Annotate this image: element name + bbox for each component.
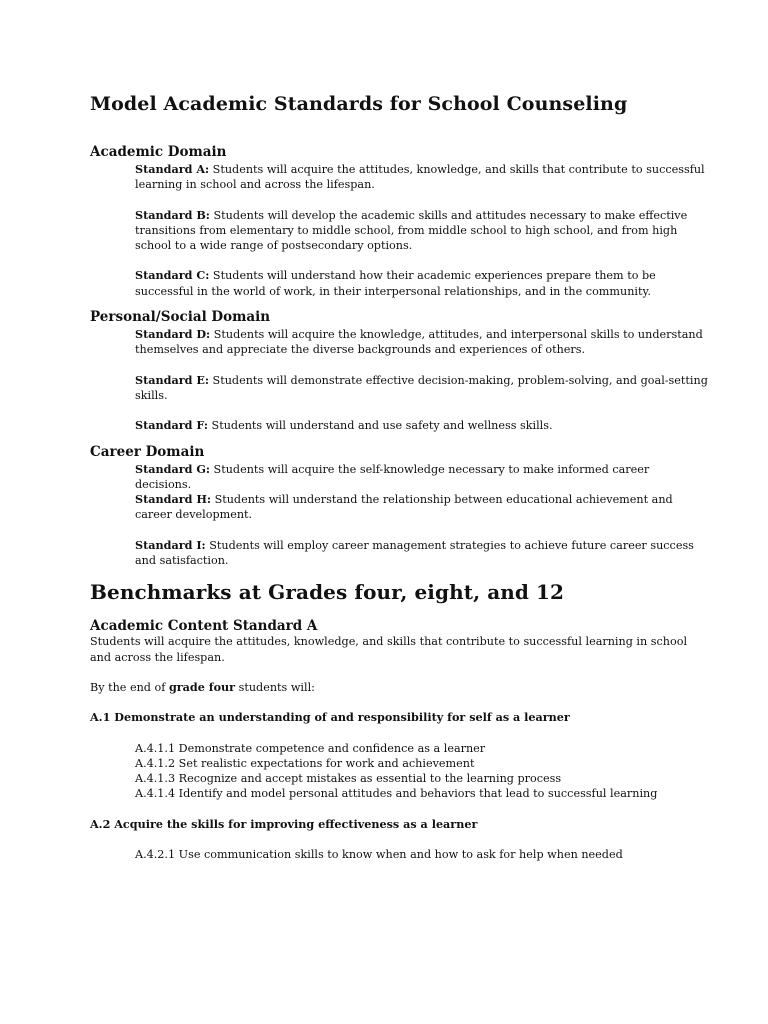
standard-label: Standard C: [135,268,210,283]
standard-b [135,208,708,254]
standard-text: Students will employ career management strategies to achieve future career success and satisfaction. [135,538,694,568]
standard-text: Students will acquire the self-knowledge necessary to make informed career decisions. [135,462,650,491]
benchmarks-title: Benchmarks at Grades four, eight, and 12 [90,580,565,605]
standard-label: Standard D: [135,327,211,342]
standard-c [135,268,708,299]
domain-heading-career: Career Domain [90,443,205,460]
list-item: A.4.2.1 Use communication skills to know when and how to ask for help when needed [135,848,623,862]
standard-text: Students will acquire the attitudes, knowledge, and skills that contribute to successful learning in school and across the lifespan. [135,163,705,192]
standard-label: Standard G: [135,461,210,476]
page-title: Model Academic Standards for School Counseling [90,93,628,115]
list-item: A.4.1.1 Demonstrate competence and confidence as a learner [135,741,486,755]
standard-h [135,492,708,523]
domain-heading-personal-social: Personal/Social Domain [90,309,271,326]
grade-intro [90,680,708,695]
standard-e [135,373,708,404]
list-item: A.4.1.3 Recognize and accept mistakes as essential to the learning process [135,772,562,786]
domain-heading-academic: Academic Domain [90,144,227,160]
standard-a [135,162,708,193]
standard-label: Standard H: [135,492,212,507]
benchmark-a2-list [135,847,708,862]
content-standard-heading: Academic Content Standard A [90,618,318,635]
content-standard-text: Students will acquire the attitudes, knowledge, and skills that contribute to successful learning in school and across the lifespan. [90,635,688,664]
grade-intro-grade: grade four [168,679,236,694]
standard-f [135,418,708,433]
standard-label: Standard B: [135,207,210,222]
standard-text: Students will understand the relationship between educational achievement and career development. [135,493,673,522]
list-item: A.4.1.4 Identify and model personal attitudes and behaviors that lead to successful learning [135,787,658,801]
benchmark-a1-list [135,741,708,802]
standard-text: Students will understand how their academic experiences prepare them to be successful in the world of work, in their interpersonal relationships, and in the community. [135,269,656,298]
benchmark-a2-heading: A.2 Acquire the skills for improving effectiveness as a learner [90,816,478,831]
standard-text: Students will develop the academic skills and attitudes necessary to make effective transitions from elementary to middle school, from middle school to high school, and from high school to a wide range of postsecondary options. [135,208,688,253]
standard-text: Students will acquire the knowledge, attitudes, and interpersonal skills to understand themselves and appreciate the diverse backgrounds and experiences of others. [135,328,703,357]
grade-intro-suffix: students will: [235,680,315,694]
standard-i [135,538,708,569]
list-item: A.4.1.2 Set realistic expectations for work and achievement [135,756,475,770]
standard-label: Standard I: [135,537,206,552]
standard-label: Standard F: [135,418,208,433]
grade-intro-prefix: By the end of [90,680,169,694]
standard-label: Standard E: [135,372,209,387]
standard-d [135,327,708,358]
standard-text: Students will demonstrate effective decision-making, problem-solving, and goal-setting skills. [135,373,708,402]
standard-label: Standard A: [135,162,210,176]
standard-g [135,462,708,493]
benchmark-a1-heading: A.1 Demonstrate an understanding of and responsibility for self as a learner [90,710,570,725]
standard-text: Students will understand and use safety and wellness skills. [208,419,553,433]
